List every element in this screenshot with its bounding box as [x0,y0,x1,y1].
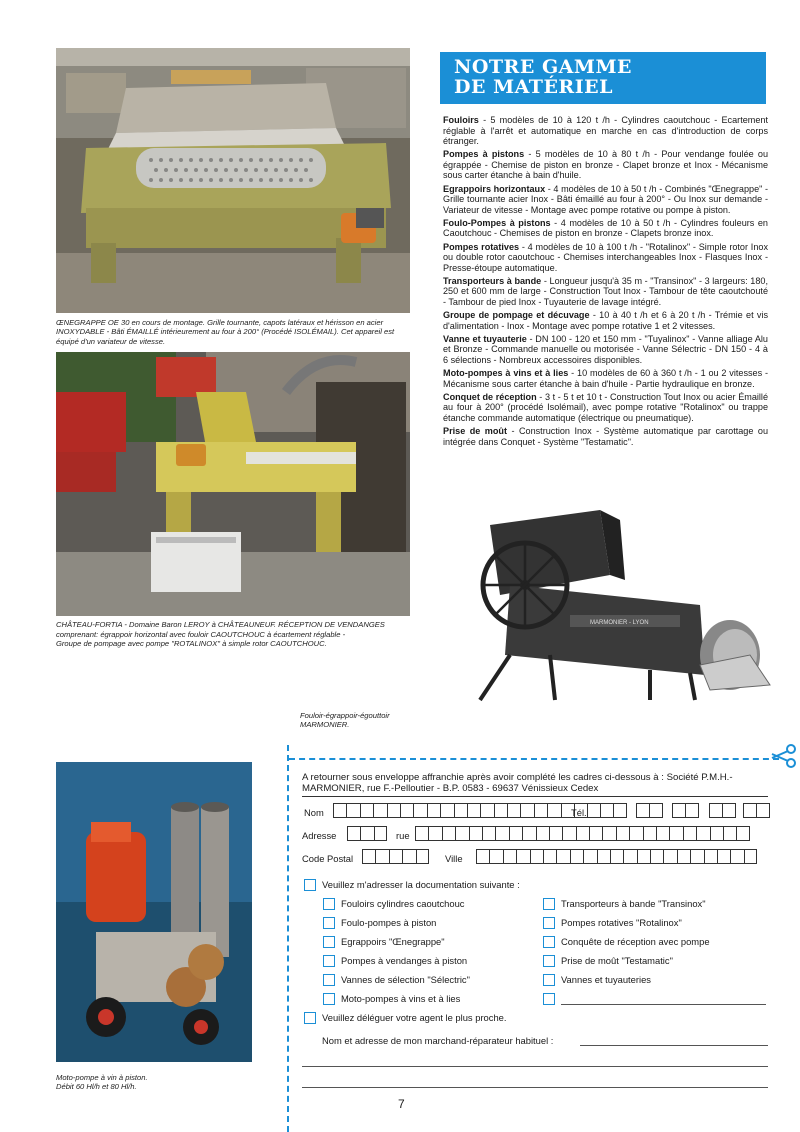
option-checkbox-moto-pompes[interactable] [323,993,335,1005]
tel-field-1[interactable] [600,803,627,818]
nom-field[interactable] [333,803,601,818]
chateau-caption-2: comprenant: égrappoir horizontal avec fouloir CAOUTCHOUC à écartement réglable - [56,629,346,639]
coupon-cut-line-horizontal [289,758,779,760]
ville-label: Ville [445,853,463,864]
option-checkbox-other[interactable] [543,993,555,1005]
product-item: Fouloirs - 5 modèles de 10 à 120 t /h - Cylindres caoutchouc - Ecartement réglable à l'arrêt et automatique en marche en cas d'introduction de corps étranger. [443,115,768,147]
option-label: Moto-pompes à vins et à lies [341,993,461,1004]
option-label: Foulo-pompes à piston [341,917,437,928]
product-item: Pompes à pistons - 5 modèles de 10 à 80 t /h - Pour vendange foulée ou égrappée - Chemise de piston en bronze - Clapet bronze et Inox - Mécanisme sous carter étanche à bain d'huile. [443,149,768,181]
option-checkbox-pompes-rotatives[interactable] [543,917,555,929]
motopompe-caption-1: Moto-pompe à vin à piston. [56,1073,148,1082]
option-checkbox-fouloirs[interactable] [323,898,335,910]
product-item: Moto-pompes à vins et à lies - 10 modèles de 60 à 360 t /h - 1 ou 2 vitesses - Mécanisme sous carter étanche à bain d'huile - Partie hydraulique en bronze. [443,368,768,389]
marmonier-plate: MARMONIER - LYON [590,620,649,626]
gamme-title-line2: DE MATÉRIEL [454,76,613,98]
option-checkbox-prise-mout[interactable] [543,955,555,967]
marmonier-caption-1: Fouloir-égrappoir-égouttoir [300,711,390,720]
dealer-label: Nom et adresse de mon marchand-réparateur habituel : [322,1035,554,1046]
page-number: 7 [398,1097,405,1111]
coupon-intro-line1: A retourner sous enveloppe affranchie après avoir complété les cadres ci-dessous à : Société P.M.H.- [302,772,733,783]
option-label: Conquête de réception avec pompe [561,936,710,947]
option-checkbox-foulo-pompes[interactable] [323,917,335,929]
option-checkbox-pompes-piston[interactable] [323,955,335,967]
product-item: Transporteurs à bande - Longueur jusqu'à 35 m - "Transinox" - 3 largeurs: 180, 250 et 600 mm de large - Construction Tout Inox - Tambour de tête caoutchouté - Tambour de pied Inox - Tuyauterie de lavage intégré. [443,275,768,307]
product-item: Prise de moût - Construction Inox - Système automatique par carottage ou intégrée dans Conquet - Système "Testamatic". [443,426,768,447]
chateau-fortia-photo [56,352,410,616]
product-item: Egrappoirs horizontaux - 4 modèles de 10 à 50 t /h - Combinés "Œnegrappe" - Grille tournante acier Inox - Bâti émaillé au four à 200° - Ou Inox sur demande - Variateur de vitesse - Montage avec pompe rotative ou pompe à piston. [443,183,769,215]
tel-field-2[interactable] [636,803,663,818]
coupon-intro-line2: MARMONIER, rue F.-Pelloutier - B.P. 0583 - 69637 Vénissieux Cedex [302,783,599,795]
marmonier-caption-2: MARMONIER. [300,720,350,729]
option-label: Fouloirs cylindres caoutchouc [341,898,465,909]
dealer-line-3[interactable] [302,1087,768,1088]
dealer-line-2[interactable] [302,1066,768,1067]
adresse-number-field[interactable] [347,826,387,841]
option-checkbox-conquete[interactable] [543,936,555,948]
doc-request-label: Veuillez m'adresser la documentation suivante : [322,879,520,890]
option-label: Prise de moût "Testamatic" [561,955,673,966]
coupon-divider [302,796,768,797]
product-item: Groupe de pompage et décuvage - 10 à 40 t /h et 6 à 20 t /h - Trémie et vis d'alimentation - Inox - Montage avec pompe rotative 1 et 2 vitesses. [443,310,769,331]
rue-label: rue [396,830,410,841]
product-list [443,115,768,450]
motopompe-caption-2: Débit 60 Hl/h et 80 Hl/h. [56,1082,137,1091]
gamme-title [454,58,632,97]
product-item: Conquet de réception - 3 t - 5 t et 10 t - Construction Tout Inox ou acier Émaillé au four à 200° (procédé Isolémail), avec pompe rotative "Rotalinox" ou trappe étanche commande automatique (électrique ou pneumatique). [443,391,769,423]
option-checkbox-vannes-tuyauteries[interactable] [543,974,555,986]
code-postal-label: Code Postal [302,853,354,864]
tel-field-4[interactable] [709,803,736,818]
option-checkbox-transporteurs[interactable] [543,898,555,910]
chateau-caption-1: CHÂTEAU-FORTIA - Domaine Baron LEROY à CHÂTEAUNEUF. RÉCEPTION DE VENDANGES [56,620,385,629]
scissors-icon [770,744,798,768]
option-checkbox-vannes-selectric[interactable] [323,974,335,986]
dealer-line-1[interactable] [580,1045,768,1046]
option-label: Pompes rotatives "Rotalinox" [561,917,682,928]
coupon-cut-line-vertical [287,745,289,1132]
option-other-line[interactable] [561,1004,766,1005]
doc-request-checkbox[interactable] [304,879,316,891]
ville-field[interactable] [476,849,757,864]
option-checkbox-egrappoirs[interactable] [323,936,335,948]
option-label: Vannes et tuyauteries [561,974,651,985]
product-item: Foulo-Pompes à pistons - 4 modèles de 10 à 50 t /h - Cylindres fouleurs en Caoutchouc - Chemises de piston en bronze - Clapets bronze inox. [443,217,768,239]
product-item: Pompes rotatives - 4 modèles de 10 à 100 t /h - "Rotalinox" - Simple rotor Inox ou double rotor caoutchouc - Chemises interchangeables Inox - Flasques Inox - Presse-étoupe automatique. [443,241,768,273]
nom-label: Nom [304,807,324,818]
chateau-caption-3: Groupe de pompage avec pompe "ROTALINOX" à simple rotor CAOUTCHOUC. [56,639,327,648]
oenegrappe-photo [56,48,410,313]
agent-request-label: Veuillez déléguer votre agent le plus proche. [322,1012,507,1023]
code-postal-field[interactable] [362,849,429,864]
tel-label: Tél. [571,807,587,818]
motopompe-photo [56,762,252,1062]
gamme-title-line1: NOTRE GAMME [454,56,632,78]
coupon-intro [302,772,772,795]
option-label: Transporteurs à bande "Transinox" [561,898,706,909]
tel-field-5[interactable] [743,803,770,818]
rue-field[interactable] [415,826,750,841]
product-item: Vanne et tuyauterie - DN 100 - 120 et 150 mm - "Tuyalinox" - Vanne alliage Alu et Bronze - Commande manuelle ou motorisée - Vanne Sélectric - DN 150 - 4 à 6 sélections - Nombreux accessoires disponibles. [443,333,768,365]
adresse-label: Adresse [302,830,337,841]
option-label: Egrappoirs "Œnegrappe" [341,936,445,947]
option-label: Vannes de sélection "Sélectric" [341,974,470,985]
option-label: Pompes à vendanges à piston [341,955,468,966]
marmonier-illustration [450,505,775,710]
oenegrappe-caption: ŒNEGRAPPE OE 30 en cours de montage. Grille tournante, capots latéraux et hérisson en acier INOXYDABLE - Bâti ÉMAILLÉ intérieurement au four à 200° (Procédé ISOLÉMAIL). Cet appareil est équipé d'un variateur de vitesse. [56,318,395,346]
tel-field-3[interactable] [672,803,699,818]
agent-request-checkbox[interactable] [304,1012,316,1024]
